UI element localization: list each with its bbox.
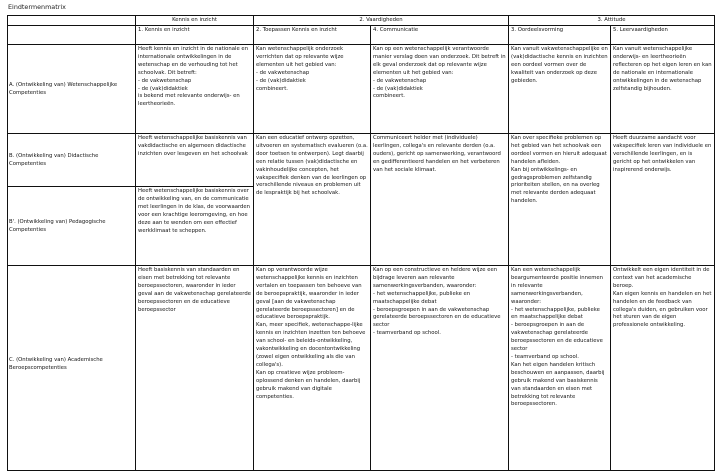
header-column-row bbox=[8, 26, 715, 45]
header-column-communicatie: 4. Communicatie bbox=[371, 26, 509, 45]
cell-b-leer: Heeft duurzame aandacht voor vakspecifiek leren van individuele en verschillende leerlingen, en is gericht op het ontwikkelen van inspirerend onderwijs. bbox=[611, 134, 715, 266]
row-label-a: A. (Ontwikkeling van) Wetenschappelijke Competenties bbox=[8, 45, 136, 134]
cell-b-oordeel: Kan over specifieke problemen op het gebied van het schoolvak een oordeel vormen en hieruit adequaat handelen afleiden. Kan bij ontwikkelings- en gedragsproblemen zelfstandig prioriteiten stellen, en na overleg met relevante derden adequaat handelen. bbox=[509, 134, 611, 266]
cell-b-communicatie: Communiceert helder met (individuele) leerlingen, collega's en relevante derden (o.a. ouders), gericht op samenwerking, verantwoord en gedifferentieerd handelen en het verbeteren van het sociale klimaat. bbox=[371, 134, 509, 266]
row-label-c-text: C. (Ontwikkeling van) Academische Beroepscompetenties bbox=[9, 356, 103, 371]
header-column-toepassen: 2. Toepassen Kennis en inzicht bbox=[254, 26, 371, 45]
table-row-b bbox=[8, 134, 715, 187]
header-group-vaardigheden: 2. Vaardigheden bbox=[254, 16, 509, 26]
header-column-oordeelsvorming: 3. Oordeelsvorming bbox=[509, 26, 611, 45]
cell-b-toepassen: Kan een educatief ontwerp opzetten, uitvoeren en systematisch evalueren (o.a. door toetsen te ontwerpen). Legt daarbij een relatie tussen (vak)didactische en vakinhoudelijke concepten, het vakspecifiek denken van de leerlingen op verschillende niveaus en problemen uit de lespraktijk bij het schoolvak. bbox=[254, 134, 371, 266]
document-title: Eindtermenmatrix bbox=[8, 3, 66, 11]
cell-a-communicatie: Kan op een wetenschappelijk verantwoorde manier verslag doen van onderzoek. Dit betreft in elk geval onderzoek dat op relevante wijze elementen uit het gebied van: - de vakwetenschap - de (vak)didaktiek combineert. bbox=[371, 45, 509, 134]
table-row-a bbox=[8, 45, 715, 134]
header-group-attitude: 3. Attitude bbox=[509, 16, 715, 26]
table-row-c bbox=[8, 266, 715, 471]
cell-c-leer: Ontwikkelt een eigen identiteit in de context van het academische beroep. Kan eigen kennis en handelen en het handelen en de feedback van collega's duiden, en gebruiken voor het sturen van de eigen professionele ontwikkeling. bbox=[611, 266, 715, 471]
row-label-c bbox=[8, 266, 136, 471]
cell-a-oordeel: Kan vanuit vakwetenschappelijke en (vak)didactische kennis en inzichten een oordeel vormen over de kwaliteit van onderzoek op deze gebieden. bbox=[509, 45, 611, 134]
header-group-kennis: Kennis en inzicht bbox=[136, 16, 254, 26]
cell-a-toepassen: Kan wetenschappelijk onderzoek verrichten dat op relevante wijze elementen uit het gebied van: - de vakwetenschap - de (vak)didaktiek combineert. bbox=[254, 45, 371, 134]
header-column-kennis-inzicht: 1. Kennis en inzicht bbox=[136, 26, 254, 45]
competency-matrix-table bbox=[7, 15, 715, 471]
cell-a-leer: Kan vanuit wetenschappelijke onderwijs- en leertheorieën reflecteren op het eigen leren en kan de nationale en internationale ontwikkelingen in de wetenschap zelfstandig bijhouden. bbox=[611, 45, 715, 134]
row-label-b-prime: B'. (Ontwikkeling van) Pedagogische Competenties bbox=[8, 187, 136, 266]
cell-c-communicatie: Kan op een constructieve en heldere wijze een bijdrage leveren aan relevante samenwerkingsverbanden, waaronder: - het wetenschappelijke, publieke en maatschappelijke debat - beroepsgroepen in aan de vakwetenschap gerelateerde beroepssectoren en de educatieve sector - teamverband op school. bbox=[371, 266, 509, 471]
cell-a-kennis: Heeft kennis en inzicht in de nationale en internationale ontwikkelingen in de wetenschap en de verhouding tot het schoolvak. Dit betreft: - de vakwetenschap - de (vak)didaktiek is bekend met relevante onderwijs- en leertheorieën. bbox=[136, 45, 254, 134]
cell-c-toepassen: Kan op verantwoorde wijze wetenschappelijke kennis en inzichten vertalen en toepassen ten behoeve van de beroepspraktijk, waaronder in ieder geval [aan de vakwetenschap gerelateerde beroepssectoren] en de educatieve beroepspraktijk. Kan, meer specifiek, wetenschappe-lijke kennis en inzichten inzetten ten behoeve van school- en beleids-ontwikkeling, vakontwikkeling en docentontwikkeling (zowel eigen ontwikkeling als die van collega's). Kan op creatieve wijze probleem-oplossend denken en handelen, daarbij gebruik makend van digitale competenties. bbox=[254, 266, 371, 471]
cell-c-oordeel: Kan een wetenschappelijk beargumenteerde positie innemen in relevante samenwerkingsverbanden, waaronder: - het wetenschappelijke, publieke en maatschappelijke debat - beroepsgroepen in aan de vakwetenschap gerelateerde beroepssectoren en de educatieve sector - teamverband op school. Kan het eigen handelen kritisch beschouwen en aanpassen, daarbij gebruik makend van basiskennis van standaarden en eisen met betrekking tot relevante beroepssectoren. bbox=[509, 266, 611, 471]
header-column-empty bbox=[8, 26, 136, 45]
cell-b-prime-kennis: Heeft wetenschappelijke basiskennis over de ontwikkeling van, en de communicatie met leerlingen in de klas, de voorwaarden voor een krachtige leeromgeving, en hoe deze aan te wenden om een effectief werkklimaat te scheppen. bbox=[136, 187, 254, 266]
row-label-b: B. (Ontwikkeling van) Didactische Competenties bbox=[8, 134, 136, 187]
header-column-leervaardigheden: 5. Leervaardigheden bbox=[611, 26, 715, 45]
header-group-row bbox=[8, 16, 715, 26]
cell-c-kennis: Heeft basiskennis van standaarden en eisen met betrekking tot relevante beroepssectoren, waaronder in ieder geval aan de vakwetenschap gerelateerde beroepssectoren en de educatieve beroepssector bbox=[136, 266, 254, 471]
cell-b-kennis: Heeft wetenschappelijke basiskennis van vakdidactische en algemeen didactische inzichten over lesgeven en het schoolvak bbox=[136, 134, 254, 187]
header-group-empty bbox=[8, 16, 136, 26]
